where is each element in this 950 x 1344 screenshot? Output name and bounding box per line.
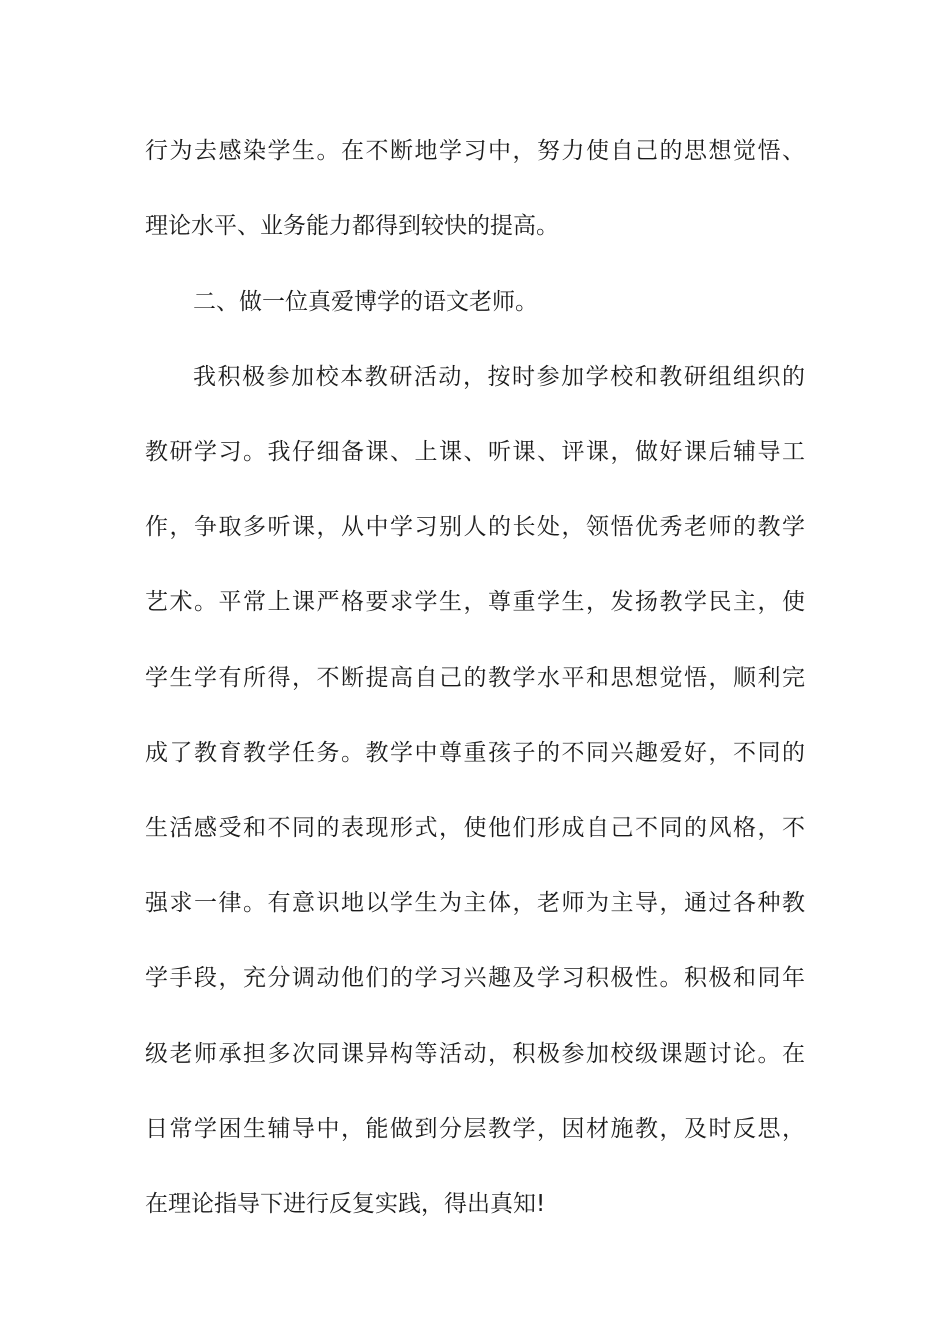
paragraph-first-line: 我积极参加校本教研活动，按时参加学校和教研组组织的 (193, 364, 805, 390)
text-line: 日常学困生辅导中，能做到分层教学，因材施教，及时反思， (145, 1116, 805, 1142)
text-line: 理论水平、业务能力都得到较快的提高。 (145, 213, 559, 239)
text-line: 级老师承担多次同课异构等活动，积极参加校级课题讨论。在 (145, 1041, 805, 1067)
text-line: 学手段，充分调动他们的学习兴趣及学习积极性。积极和同年 (145, 965, 805, 991)
section-heading: 二、做一位真爱博学的语文老师。 (193, 289, 538, 315)
text-line: 成了教育教学任务。教学中尊重孩子的不同兴趣爱好，不同的 (145, 740, 805, 766)
text-line: 强求一律。有意识地以学生为主体，老师为主导，通过各种教 (145, 890, 805, 916)
text-line: 作，争取多听课，从中学习别人的长处，领悟优秀老师的教学 (145, 514, 805, 540)
text-line: 教研学习。我仔细备课、上课、听课、评课，做好课后辅导工 (145, 439, 805, 465)
text-line: 行为去感染学生。在不断地学习中，努力使自己的思想觉悟、 (145, 138, 805, 164)
text-line: 在理论指导下进行反复实践，得出真知! (145, 1191, 546, 1217)
text-line: 艺术。平常上课严格要求学生，尊重学生，发扬教学民主，使 (145, 589, 805, 615)
text-line: 生活感受和不同的表现形式，使他们形成自己不同的风格，不 (145, 815, 805, 841)
text-line: 学生学有所得，不断提高自己的教学水平和思想觉悟，顺利完 (145, 665, 805, 691)
